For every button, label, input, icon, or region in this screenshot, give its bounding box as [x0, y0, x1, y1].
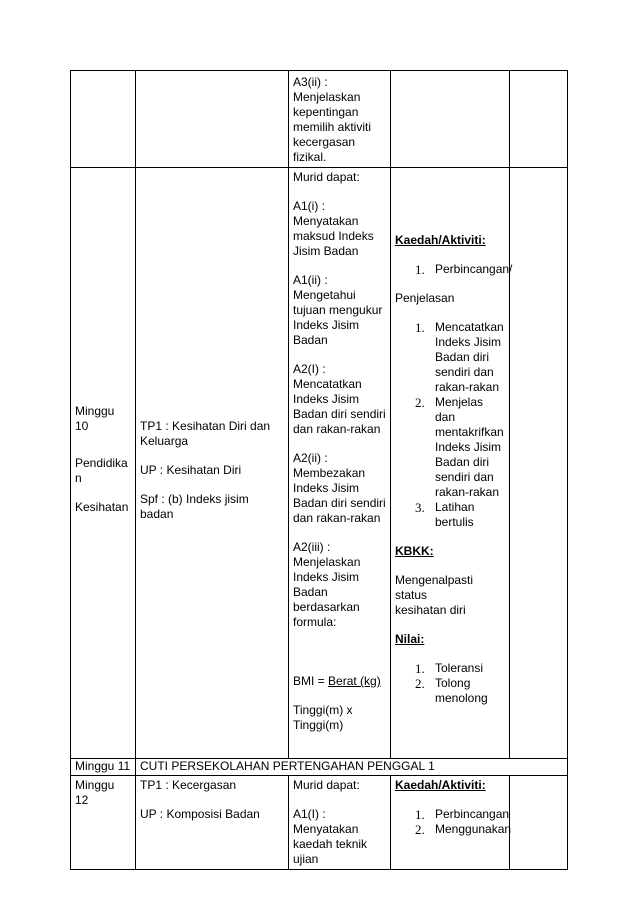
activity-list — [395, 807, 512, 837]
objective-a2ii — [293, 451, 386, 526]
text-line: kaedah teknik ujian — [293, 837, 368, 866]
text-line: sendiri dan — [435, 365, 494, 379]
cell-topic — [136, 776, 289, 870]
objective-a1i — [293, 199, 386, 259]
up-label: UP : Komposisi Badan — [140, 807, 260, 821]
text-line: Mengenalpasti status — [395, 573, 474, 602]
up-label: UP : Kesihatan Diri — [140, 463, 242, 477]
nilai-list — [395, 661, 505, 706]
activity-list — [395, 262, 513, 277]
holiday-label: CUTI PERSEKOLAHAN PERTENGAHAN PENGGAL 1 — [140, 759, 435, 773]
text-line: Tolong — [435, 676, 471, 690]
text-line: Badan diri — [435, 455, 490, 469]
bmi-numerator: Berat (kg) — [328, 674, 381, 688]
text-line: Badan diri sendiri — [293, 496, 386, 510]
text-line: Toleransi — [435, 661, 484, 675]
kaedah-heading: Kaedah/Aktiviti: — [395, 233, 486, 247]
table-row-week-11 — [71, 759, 568, 776]
bmi-denominator: Tinggi(m) — [293, 718, 344, 732]
text-line: Menjelaskan — [293, 555, 361, 569]
list-item — [395, 822, 512, 837]
bmi-formula — [293, 674, 386, 689]
cell-objectives — [289, 71, 391, 168]
text-line: bertulis — [435, 515, 474, 529]
list-number: 1. — [415, 807, 425, 822]
bmi-denominator: Tinggi(m) x — [293, 703, 353, 717]
text-line: A1(I) : Menyatakan — [293, 807, 359, 836]
text-line: Menjelaskan — [293, 90, 361, 104]
text-line: tujuan mengukur — [293, 303, 383, 317]
list-number: 2. — [415, 676, 425, 691]
week-label: Minggu 12 — [75, 778, 115, 807]
list-text: Menggunakan — [435, 822, 512, 836]
week-label: Minggu 10 — [75, 404, 115, 433]
text-line: Menjelas dan — [435, 395, 484, 424]
table-row-week-12 — [71, 776, 568, 870]
text-line: mentakrifkan — [435, 425, 504, 439]
cell-activities — [391, 776, 510, 870]
text-line: Indeks Jisim — [293, 392, 360, 406]
subject-label: Kesihatan — [75, 500, 129, 514]
text-line: A1(ii) : Mengetahui — [293, 273, 356, 302]
activity-list — [395, 320, 505, 530]
list-number: 2. — [415, 822, 425, 837]
text-line: maksud Indeks — [293, 229, 374, 243]
kbkk-heading: KBKK: — [395, 544, 434, 558]
week-label: Minggu 11 — [75, 759, 131, 773]
list-number: 2. — [415, 395, 425, 410]
nilai-heading: Nilai: — [395, 632, 425, 646]
cell-week — [71, 168, 136, 759]
bmi-prefix: BMI = — [293, 674, 329, 688]
kaedah-heading: Kaedah/Aktiviti: — [395, 778, 486, 792]
objectives-intro: Murid dapat: — [293, 778, 360, 792]
list-number: 1. — [415, 262, 425, 277]
text-line: Badan — [293, 333, 328, 347]
cell-objectives — [289, 776, 391, 870]
tp-label: TP1 : Kesihatan Diri dan — [140, 419, 271, 433]
cell-activities — [391, 168, 513, 759]
text-line: sendiri dan — [435, 470, 494, 484]
text-line: A2(ii) : — [293, 451, 328, 465]
cell-empty — [71, 71, 136, 168]
cell-objectives — [289, 168, 391, 759]
list-number: 1. — [415, 320, 425, 335]
text-line: Badan — [293, 585, 328, 599]
subject-label: Pendidika — [75, 456, 128, 470]
tp-label: Keluarga — [140, 434, 189, 448]
text-line: Jisim Badan — [293, 244, 359, 258]
cell-empty — [510, 168, 568, 759]
table-row-previous — [71, 71, 568, 168]
cell-week — [71, 759, 136, 776]
text-line: A1(i) : Menyatakan — [293, 199, 359, 228]
text-line: Badan diri — [435, 350, 490, 364]
cell-empty — [391, 71, 510, 168]
list-item — [395, 807, 510, 822]
cell-empty — [510, 71, 568, 168]
text-line: berdasarkan — [293, 600, 360, 614]
text-line: A2(iii) : — [293, 540, 331, 554]
text-line: rakan-rakan — [435, 380, 500, 394]
text-line: Mencatatkan — [435, 320, 504, 334]
penjelasan-label: Penjelasan — [395, 291, 455, 305]
table-row-week-10 — [71, 168, 568, 759]
text-line: Badan diri sendiri — [293, 407, 386, 421]
list-text: Perbincangan — [435, 807, 510, 821]
text-line: Membezakan — [293, 466, 366, 480]
text-line: Mencatatkan — [293, 377, 362, 391]
text-line: Indeks Jisim — [293, 481, 360, 495]
list-item — [395, 262, 513, 277]
objective-a2iii — [293, 540, 386, 630]
list-number: 1. — [415, 661, 425, 676]
list-text: Perbincangan/ — [435, 262, 513, 276]
text-line: Indeks Jisim — [435, 335, 502, 349]
list-item — [395, 661, 505, 676]
text-line: rakan-rakan — [435, 485, 500, 499]
lesson-plan-table — [70, 70, 568, 870]
text-line: Latihan — [435, 500, 475, 514]
tp-label: TP1 : Kecergasan — [140, 778, 237, 792]
text-line: Indeks Jisim — [435, 440, 502, 454]
cell-topic — [136, 168, 289, 759]
text-line: dan rakan-rakan — [293, 511, 381, 525]
text-line: Indeks Jisim — [293, 570, 360, 584]
objective-a2i — [293, 362, 386, 437]
list-item — [395, 500, 505, 530]
text-line: kepentingan — [293, 105, 359, 119]
text-line: A2(I) : — [293, 362, 326, 376]
objectives-intro: Murid dapat: — [293, 170, 360, 184]
spf-label: Spf : (b) Indeks jisim badan — [140, 492, 249, 521]
list-number: 3. — [415, 500, 425, 515]
cell-empty — [510, 776, 568, 870]
subject-label: n — [75, 471, 82, 485]
list-item — [395, 676, 505, 706]
list-item — [395, 395, 505, 500]
list-item — [395, 320, 505, 395]
cell-week — [71, 776, 136, 870]
cell-empty — [136, 71, 289, 168]
text-line: kecergasan fizikal. — [293, 135, 356, 164]
text-line: kesihatan diri — [395, 603, 466, 617]
text-line: A3(ii) : — [293, 75, 328, 89]
text-line: Indeks Jisim — [293, 318, 360, 332]
cell-holiday — [136, 759, 568, 776]
text-line: menolong — [435, 691, 488, 705]
text-line: formula: — [293, 615, 337, 629]
text-line: memilih aktiviti — [293, 120, 372, 134]
objective-a1ii — [293, 273, 386, 348]
text-line: dan rakan-rakan — [293, 422, 381, 436]
